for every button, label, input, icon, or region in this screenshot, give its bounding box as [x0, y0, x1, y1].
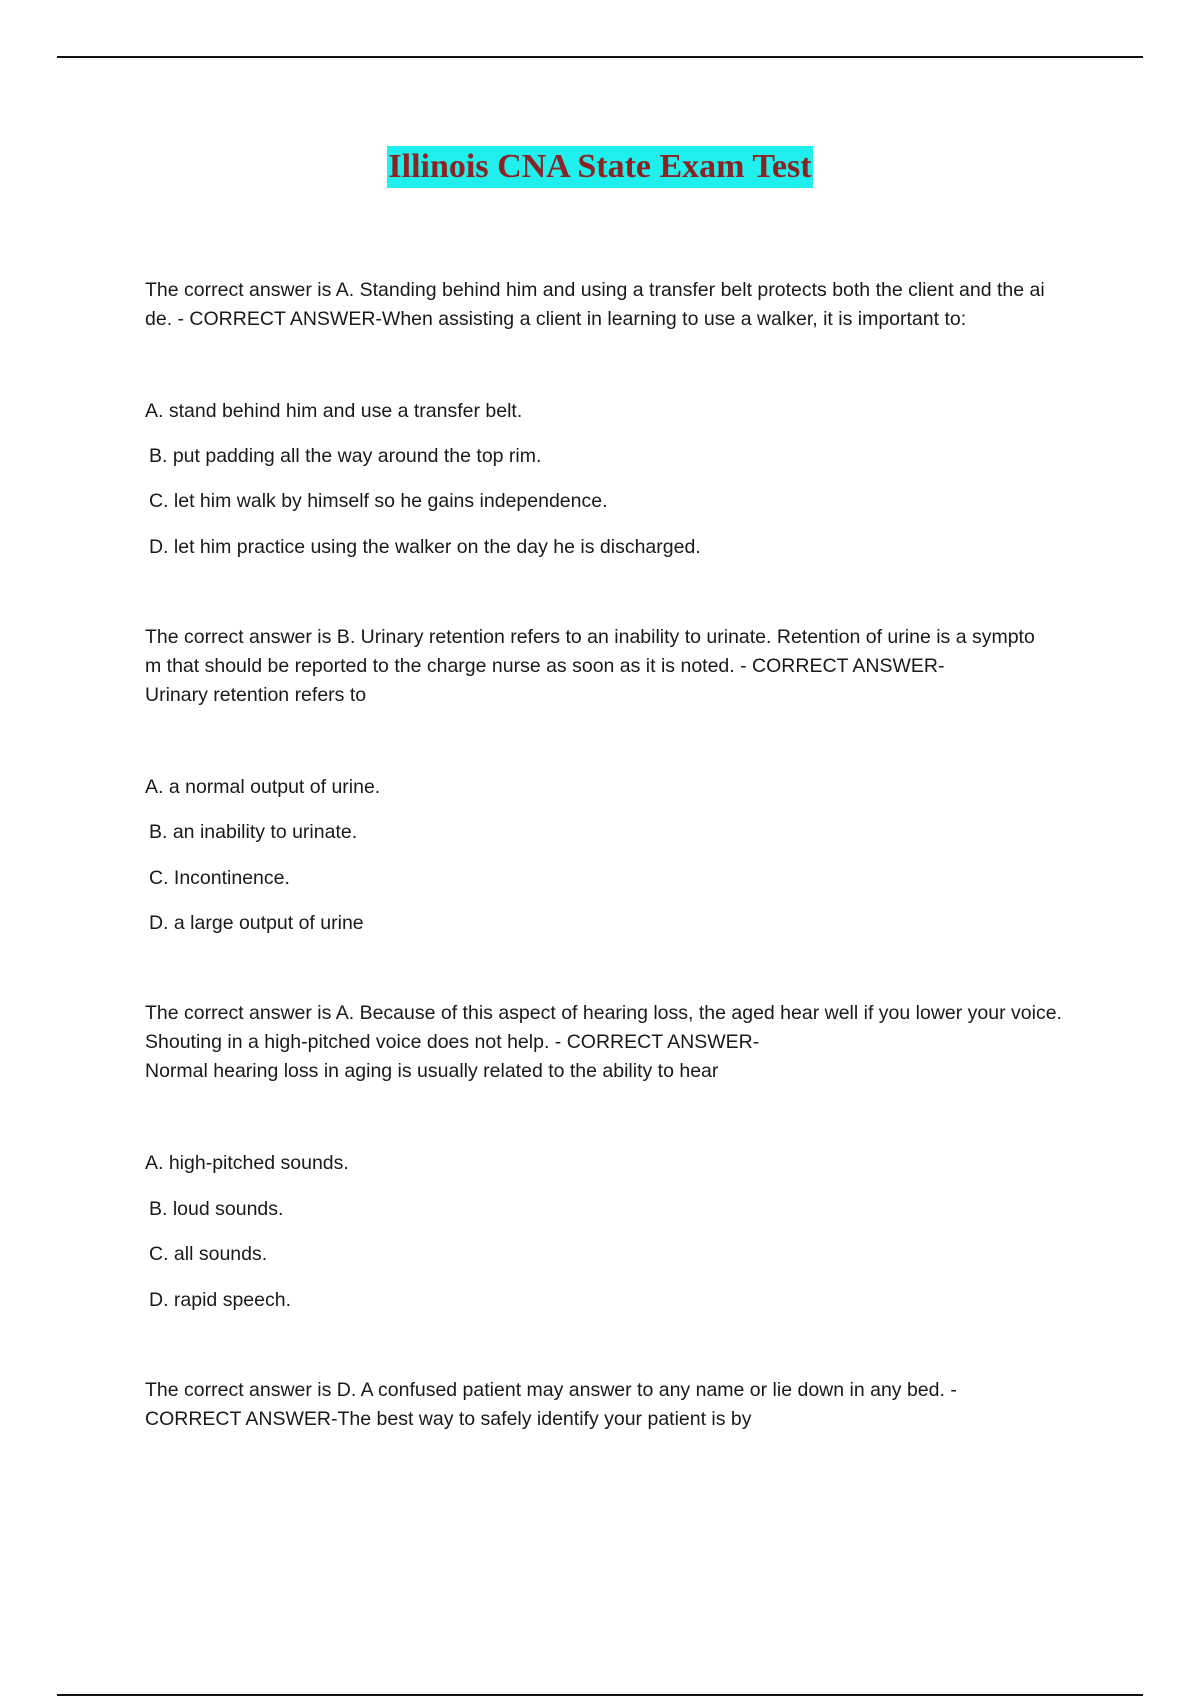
question-1-option-b: B. put padding all the way around the top rim. — [149, 445, 542, 467]
question-2-option-a: A. a normal output of urine. — [145, 776, 381, 798]
question-3-option-a: A. high-pitched sounds. — [145, 1152, 349, 1174]
question-3-text: The correct answer is A. Because of this aspect of hearing loss, the aged hear well if you lower your voice. Shouting in a high-pitched voice does not help. - CORRECT ANSWER- Normal hearing loss in aging is usually related to the ability to hear — [145, 1002, 1062, 1082]
question-1-option-c: C. let him walk by himself so he gains independence. — [149, 490, 608, 512]
question-1-option-d: D. let him practice using the walker on the day he is discharged. — [149, 536, 701, 558]
title-container — [0, 146, 1200, 188]
footer-rule — [57, 1694, 1143, 1696]
question-1-text: The correct answer is A. Standing behind him and using a transfer belt protects both the client and the ai de. - CORRECT ANSWER-When assisting a client in learning to use a walker, it is important to: — [145, 279, 1045, 330]
question-2-text: The correct answer is B. Urinary retention refers to an inability to urinate. Retention of urine is a sympto m that should be reported to the charge nurse as soon as it is noted. - CORRECT ANSWER- Urinary retention refers to — [145, 626, 1035, 706]
question-2-option-d: D. a large output of urine — [149, 912, 364, 934]
question-3-option-d: D. rapid speech. — [149, 1289, 291, 1311]
question-3-option-b: B. loud sounds. — [149, 1198, 284, 1220]
document-title: Illinois CNA State Exam Test — [387, 146, 812, 188]
question-2-option-b: B. an inability to urinate. — [149, 821, 358, 843]
question-2-option-c: C. Incontinence. — [149, 867, 290, 889]
question-3-option-c: C. all sounds. — [149, 1243, 268, 1265]
question-4-text: The correct answer is D. A confused patient may answer to any name or lie down in any bed. - CORRECT ANSWER-The best way to safely identify your patient is by — [145, 1379, 957, 1430]
question-1-option-a: A. stand behind him and use a transfer belt. — [145, 400, 523, 422]
header-rule — [57, 56, 1143, 58]
